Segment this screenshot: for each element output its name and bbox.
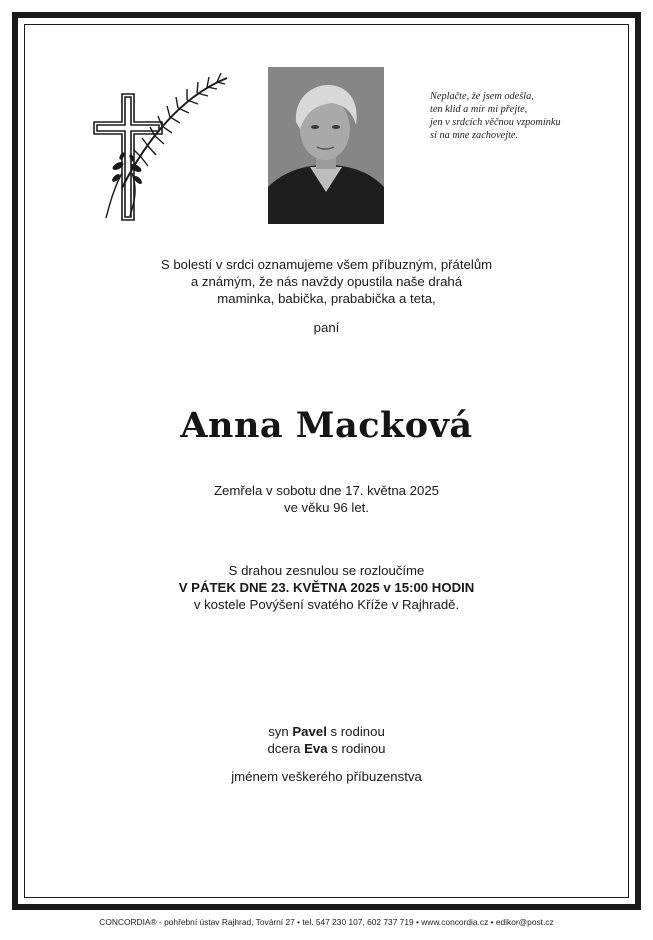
family-son	[0, 723, 653, 740]
daughter-suffix: s rodinou	[331, 741, 386, 756]
poem-line: ten klid a mír mi přejte,	[430, 104, 528, 115]
cross-with-palm-icon	[92, 68, 232, 226]
announcement-line: a známým, že nás navždy opustila naše drahá	[190, 274, 463, 289]
footer: CONCORDIA® - pohřební ústav Rajhrad, Tovární 27 • tel. 547 230 107, 602 737 719 • www.concordia.cz • edikor@post.cz	[99, 917, 554, 927]
poem-line: Neplačte, že jsem odešla,	[430, 91, 534, 102]
deceased-name: Anna Macková	[180, 405, 473, 446]
announcement-line: S bolestí v srdci oznamujeme všem příbuzným, přátelům	[160, 257, 493, 272]
son-name: Pavel	[292, 724, 327, 739]
death-date: Zemřela v sobotu dne 17. května 2025	[213, 483, 440, 498]
funeral-info	[0, 562, 653, 613]
death-info	[0, 482, 653, 516]
poem-line: jen v srdcích věčnou vzpomínku	[430, 117, 561, 128]
announcement-line: maminka, babička, prababička a teta,	[217, 291, 436, 306]
family-daughter	[0, 740, 653, 757]
son-suffix: s rodinou	[330, 724, 385, 739]
funeral-datetime: V PÁTEK DNE 23. KVĚTNA 2025 v 15:00 HODIN	[178, 580, 475, 595]
funeral-intro: S drahou zesnulou se rozloučíme	[228, 563, 425, 578]
daughter-name: Eva	[304, 741, 328, 756]
title-pani: paní	[313, 320, 340, 335]
son-prefix: syn	[268, 724, 289, 739]
daughter-prefix: dcera	[267, 741, 301, 756]
death-age: ve věku 96 let.	[283, 500, 370, 515]
announcement	[0, 256, 653, 307]
portrait-photo	[268, 67, 384, 224]
poem	[430, 90, 620, 142]
behalf-line: jménem veškerého příbuzenstva	[231, 769, 422, 784]
family-list	[0, 723, 653, 757]
poem-line: si na mne zachovejte.	[430, 130, 519, 141]
funeral-place: v kostele Povýšení svatého Kříže v Rajhradě.	[193, 597, 460, 612]
